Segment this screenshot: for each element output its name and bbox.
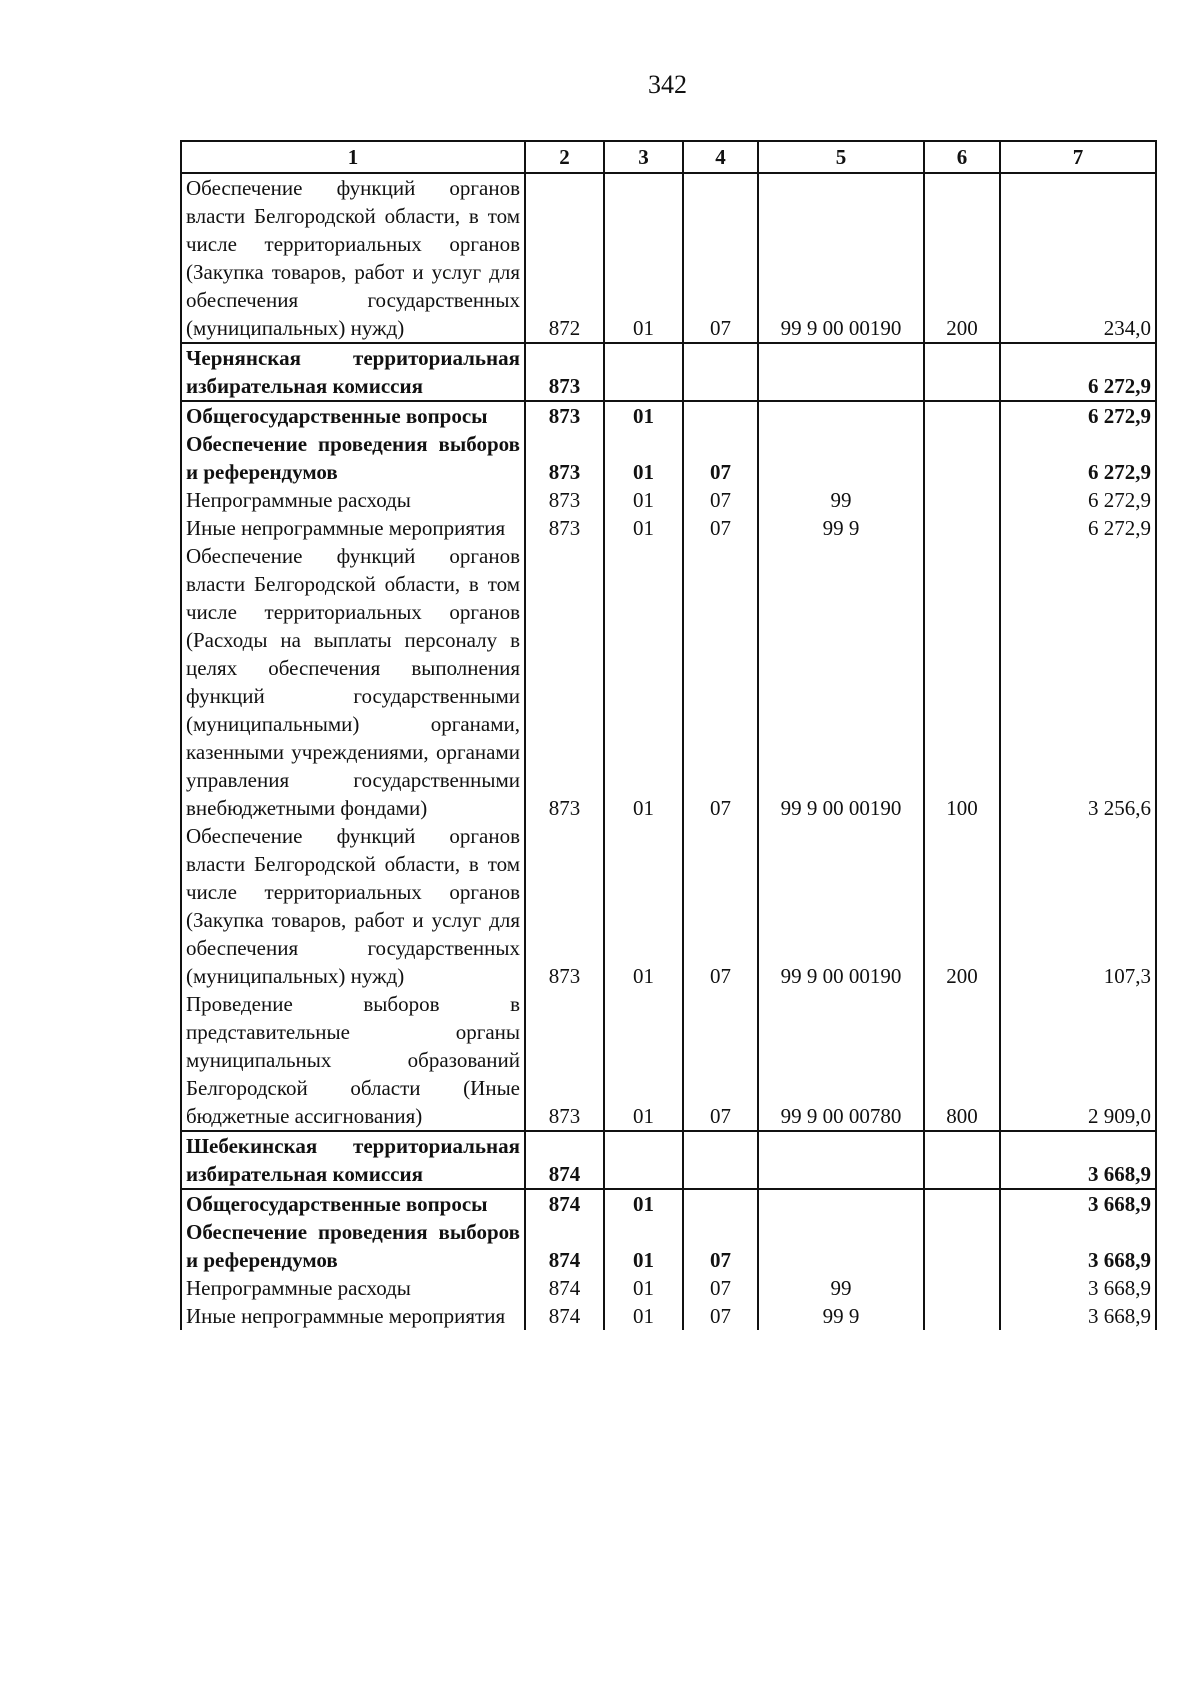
cell-subsection: 07 [683,542,758,822]
cell-ministry: 872 [525,173,604,343]
row-description: Непрограммные расходы [181,486,525,514]
row-description: Обеспечение функций органов власти Белгородской области, в том числе территориальных органов (Закупка товаров, работ и услуг для обеспечения государственных (муниципальных) нужд) [181,173,525,343]
cell-amount: 6 272,9 [1000,486,1156,514]
cell-amount: 6 272,9 [1000,514,1156,542]
row-description: Шебекинская территориальная избирательная комиссия [181,1131,525,1189]
cell-ministry: 873 [525,486,604,514]
cell-ministry: 873 [525,401,604,430]
cell-expense-type: 200 [924,822,1000,990]
row-description: Общегосударственные вопросы [181,1189,525,1218]
cell-subsection: 07 [683,514,758,542]
cell-expense-type: 200 [924,173,1000,343]
table-row [181,990,1156,1131]
cell-section: 01 [604,1302,683,1330]
cell-target-article: 99 [758,1274,924,1302]
page-number: 342 [648,70,687,99]
cell-amount: 107,3 [1000,822,1156,990]
cell-section: 01 [604,401,683,430]
cell-subsection: 07 [683,990,758,1131]
row-description: Обеспечение проведения выборов и референдумов [181,1218,525,1274]
cell-ministry: 873 [525,430,604,486]
cell-amount: 6 272,9 [1000,430,1156,486]
row-description: Непрограммные расходы [181,1274,525,1302]
cell-amount: 6 272,9 [1000,401,1156,430]
cell-amount: 3 668,9 [1000,1218,1156,1274]
table-row [181,514,1156,542]
row-description: Иные непрограммные мероприятия [181,1302,525,1330]
table-row [181,1302,1156,1330]
cell-ministry: 873 [525,514,604,542]
cell-expense-type [924,343,1000,401]
row-description: Обеспечение функций органов власти Белгородской области, в том числе территориальных органов (Расходы на выплаты персоналу в целях обеспечения выполнения функций государственными (муниципальными) органами, казенными учреждениями, органами управления государственными внебюджетными фондами) [181,542,525,822]
row-description: Обеспечение проведения выборов и референдумов [181,430,525,486]
cell-subsection: 07 [683,1302,758,1330]
budget-table [180,140,1157,1330]
cell-ministry: 874 [525,1302,604,1330]
table-row [181,430,1156,486]
cell-ministry: 873 [525,343,604,401]
cell-expense-type [924,430,1000,486]
cell-amount: 234,0 [1000,173,1156,343]
cell-target-article [758,430,924,486]
cell-section: 01 [604,822,683,990]
row-description: Общегосударственные вопросы [181,401,525,430]
cell-section: 01 [604,1189,683,1218]
table-row [181,542,1156,822]
cell-ministry: 874 [525,1131,604,1189]
header-col-2: 2 [525,141,604,173]
row-description: Обеспечение функций органов власти Белгородской области, в том числе территориальных органов (Закупка товаров, работ и услуг для обеспечения государственных (муниципальных) нужд) [181,822,525,990]
cell-ministry: 873 [525,822,604,990]
table-row [181,173,1156,343]
cell-subsection [683,1131,758,1189]
cell-amount: 2 909,0 [1000,990,1156,1131]
header-col-1: 1 [181,141,525,173]
cell-section: 01 [604,542,683,822]
cell-target-article: 99 9 00 00190 [758,542,924,822]
cell-subsection [683,1189,758,1218]
cell-amount: 3 256,6 [1000,542,1156,822]
cell-subsection: 07 [683,822,758,990]
cell-subsection: 07 [683,430,758,486]
cell-expense-type [924,486,1000,514]
cell-amount: 3 668,9 [1000,1189,1156,1218]
cell-target-article: 99 [758,486,924,514]
cell-section [604,343,683,401]
cell-expense-type [924,1302,1000,1330]
cell-target-article [758,343,924,401]
budget-table-container [180,140,1155,1330]
row-description: Иные непрограммные мероприятия [181,514,525,542]
cell-target-article [758,401,924,430]
cell-subsection: 07 [683,1274,758,1302]
cell-subsection [683,401,758,430]
cell-target-article: 99 9 00 00780 [758,990,924,1131]
cell-expense-type: 800 [924,990,1000,1131]
row-description: Чернянская территориальная избирательная комиссия [181,343,525,401]
cell-subsection: 07 [683,1218,758,1274]
cell-amount: 3 668,9 [1000,1131,1156,1189]
cell-target-article: 99 9 [758,1302,924,1330]
cell-ministry: 874 [525,1218,604,1274]
cell-target-article: 99 9 00 00190 [758,173,924,343]
cell-target-article [758,1218,924,1274]
header-col-3: 3 [604,141,683,173]
header-row [181,141,1156,173]
cell-subsection: 07 [683,173,758,343]
cell-section: 01 [604,486,683,514]
cell-amount: 3 668,9 [1000,1274,1156,1302]
cell-expense-type [924,1218,1000,1274]
cell-expense-type: 100 [924,542,1000,822]
cell-expense-type [924,514,1000,542]
cell-target-article: 99 9 00 00190 [758,822,924,990]
cell-section: 01 [604,990,683,1131]
table-row [181,486,1156,514]
cell-ministry: 873 [525,990,604,1131]
table-row [181,1189,1156,1218]
header-col-6: 6 [924,141,1000,173]
table-row [181,1131,1156,1189]
cell-target-article [758,1131,924,1189]
header-col-4: 4 [683,141,758,173]
table-row [181,1218,1156,1274]
cell-ministry: 873 [525,542,604,822]
table-row [181,401,1156,430]
row-description: Проведение выборов в представительные органы муниципальных образований Белгородской области (Иные бюджетные ассигнования) [181,990,525,1131]
cell-section [604,1131,683,1189]
cell-expense-type [924,401,1000,430]
cell-target-article [758,1189,924,1218]
cell-subsection [683,343,758,401]
cell-ministry: 874 [525,1189,604,1218]
cell-ministry: 874 [525,1274,604,1302]
cell-expense-type [924,1189,1000,1218]
cell-section: 01 [604,1218,683,1274]
cell-section: 01 [604,1274,683,1302]
cell-section: 01 [604,514,683,542]
table-row [181,822,1156,990]
cell-amount: 6 272,9 [1000,343,1156,401]
table-row [181,343,1156,401]
cell-amount: 3 668,9 [1000,1302,1156,1330]
cell-section: 01 [604,173,683,343]
header-col-5: 5 [758,141,924,173]
header-col-7: 7 [1000,141,1156,173]
cell-expense-type [924,1274,1000,1302]
cell-target-article: 99 9 [758,514,924,542]
cell-section: 01 [604,430,683,486]
cell-subsection: 07 [683,486,758,514]
table-row [181,1274,1156,1302]
cell-expense-type [924,1131,1000,1189]
